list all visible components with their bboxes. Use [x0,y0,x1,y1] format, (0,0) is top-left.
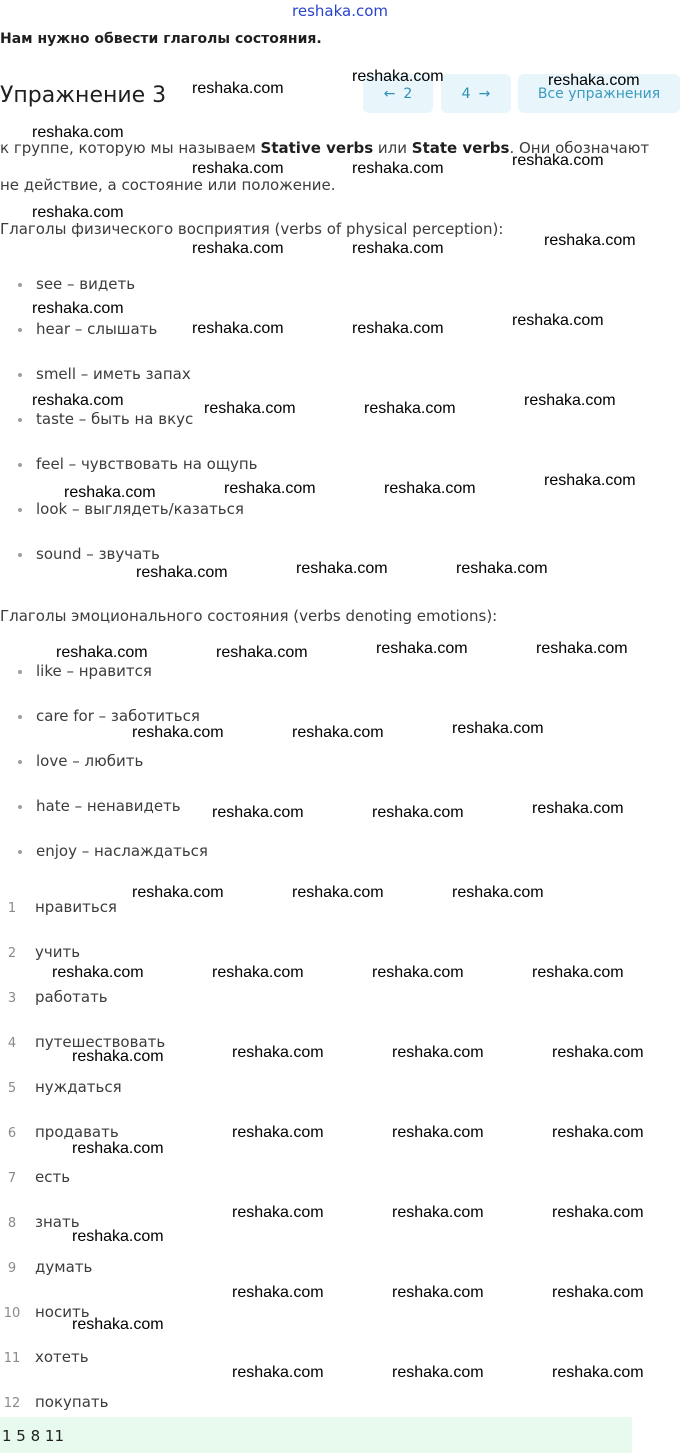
watermark-text: reshaka.com [32,124,124,141]
numbered-item: 3 работать [7,988,108,1006]
site-header-link[interactable]: reshaka.com [292,2,388,20]
answer-text: 1 5 8 11 [2,1427,65,1445]
term-stative-verbs: Stative verbs [260,139,374,157]
watermark-text: reshaka.com [224,480,316,497]
watermark-text: reshaka.com [364,400,456,417]
watermark-text: reshaka.com [456,560,548,577]
list-item: care for – заботиться [18,707,200,725]
answer-box [0,1417,632,1453]
watermark-text: reshaka.com [72,1228,164,1245]
list-item: see – видеть [18,275,135,293]
list-item: feel – чувствовать на ощупь [18,455,258,473]
exercise-title: Упражнение 3 [0,83,167,108]
numbered-item: 2 учить [7,943,81,961]
list-item: hear – слышать [18,320,157,338]
list-item: love – любить [18,752,143,770]
prev-exercise-label: 2 [403,85,413,102]
watermark-text: reshaka.com [536,640,628,657]
watermark-text: reshaka.com [552,1204,644,1221]
watermark-text: reshaka.com [232,1204,324,1221]
perception-heading: Глаголы физического восприятия (verbs of physical perception): [0,220,504,238]
watermark-text: reshaka.com [192,80,284,97]
arrow-left-icon: ← [383,85,396,102]
watermark-text: reshaka.com [32,204,124,221]
watermark-text: reshaka.com [552,1364,644,1381]
watermark-text: reshaka.com [32,392,124,409]
watermark-text: reshaka.com [552,1284,644,1301]
watermark-text: reshaka.com [204,400,296,417]
watermark-text: reshaka.com [532,800,624,817]
watermark-text: reshaka.com [532,964,624,981]
watermark-text: reshaka.com [552,1124,644,1141]
watermark-text: reshaka.com [544,232,636,249]
watermark-text: reshaka.com [372,804,464,821]
numbered-item: 4 путешествовать [7,1033,166,1051]
watermark-text: reshaka.com [56,644,148,661]
watermark-text: reshaka.com [392,1364,484,1381]
watermark-text: reshaka.com [452,884,544,901]
list-item: like – нравится [18,662,152,680]
list-item: hate – ненавидеть [18,797,181,815]
emotions-heading: Глаголы эмоционального состояния (verbs denoting emotions): [0,607,498,625]
list-item: taste – быть на вкус [18,410,193,428]
watermark-text: reshaka.com [352,160,444,177]
watermark-text: reshaka.com [512,312,604,329]
watermark-text: reshaka.com [392,1204,484,1221]
watermark-text: reshaka.com [232,1124,324,1141]
watermark-text: reshaka.com [292,884,384,901]
task-text: Нам нужно обвести глаголы состояния. [0,31,322,47]
watermark-text: reshaka.com [376,640,468,657]
watermark-text: reshaka.com [132,724,224,741]
watermark-text: reshaka.com [552,1044,644,1061]
watermark-text: reshaka.com [32,300,124,317]
list-item: sound – звучать [18,545,160,563]
watermark-text: reshaka.com [192,160,284,177]
watermark-text: reshaka.com [392,1044,484,1061]
watermark-text: reshaka.com [352,68,444,85]
watermark-text: reshaka.com [452,720,544,737]
numbered-item: 12 покупать [3,1393,109,1411]
next-exercise-button[interactable] [441,74,511,113]
watermark-text: reshaka.com [512,152,604,169]
all-exercises-button[interactable]: Все упражнения [518,74,680,113]
term-state-verbs: State verbs [411,139,510,157]
watermark-text: reshaka.com [216,644,308,661]
list-item: enjoy – наслаждаться [18,842,208,860]
watermark-text: reshaka.com [392,1124,484,1141]
watermark-text: reshaka.com [548,72,640,89]
watermark-text: reshaka.com [384,480,476,497]
numbered-item: 9 думать [7,1258,93,1276]
watermark-text: reshaka.com [352,240,444,257]
watermark-text: reshaka.com [212,804,304,821]
list-item: smell – иметь запах [18,365,191,383]
watermark-text: reshaka.com [72,1048,164,1065]
numbered-item: 1 нравиться [7,898,117,916]
watermark-text: reshaka.com [524,392,616,409]
watermark-text: reshaka.com [132,884,224,901]
numbered-item: 8 знать [7,1213,80,1231]
watermark-text: reshaka.com [544,472,636,489]
numbered-item: 10 носить [3,1303,90,1321]
watermark-text: reshaka.com [52,964,144,981]
watermark-text: reshaka.com [192,320,284,337]
watermark-text: reshaka.com [72,1140,164,1157]
intro-line-1: к группе, которую мы называем Stative verbs или State verbs. Они обозначают [0,139,650,157]
watermark-text: reshaka.com [232,1364,324,1381]
watermark-text: reshaka.com [192,240,284,257]
watermark-text: reshaka.com [392,1284,484,1301]
watermark-text: reshaka.com [232,1044,324,1061]
list-item: look – выглядеть/казаться [18,500,244,518]
watermark-text: reshaka.com [64,484,156,501]
numbered-item: 7 есть [7,1168,71,1186]
watermark-text: reshaka.com [212,964,304,981]
watermark-text: reshaka.com [232,1284,324,1301]
numbered-item: 5 нуждаться [7,1078,122,1096]
numbered-item: 6 продавать [7,1123,119,1141]
watermark-text: reshaka.com [292,724,384,741]
watermark-text: reshaka.com [136,564,228,581]
watermark-text: reshaka.com [372,964,464,981]
watermark-text: reshaka.com [352,320,444,337]
watermark-text: reshaka.com [72,1316,164,1333]
arrow-right-icon: → [478,85,491,102]
intro-line-2: не действие, а состояние или положение. [0,176,336,194]
next-exercise-label: 4 [461,85,471,102]
numbered-item: 11 хотеть [3,1348,89,1366]
watermark-text: reshaka.com [296,560,388,577]
